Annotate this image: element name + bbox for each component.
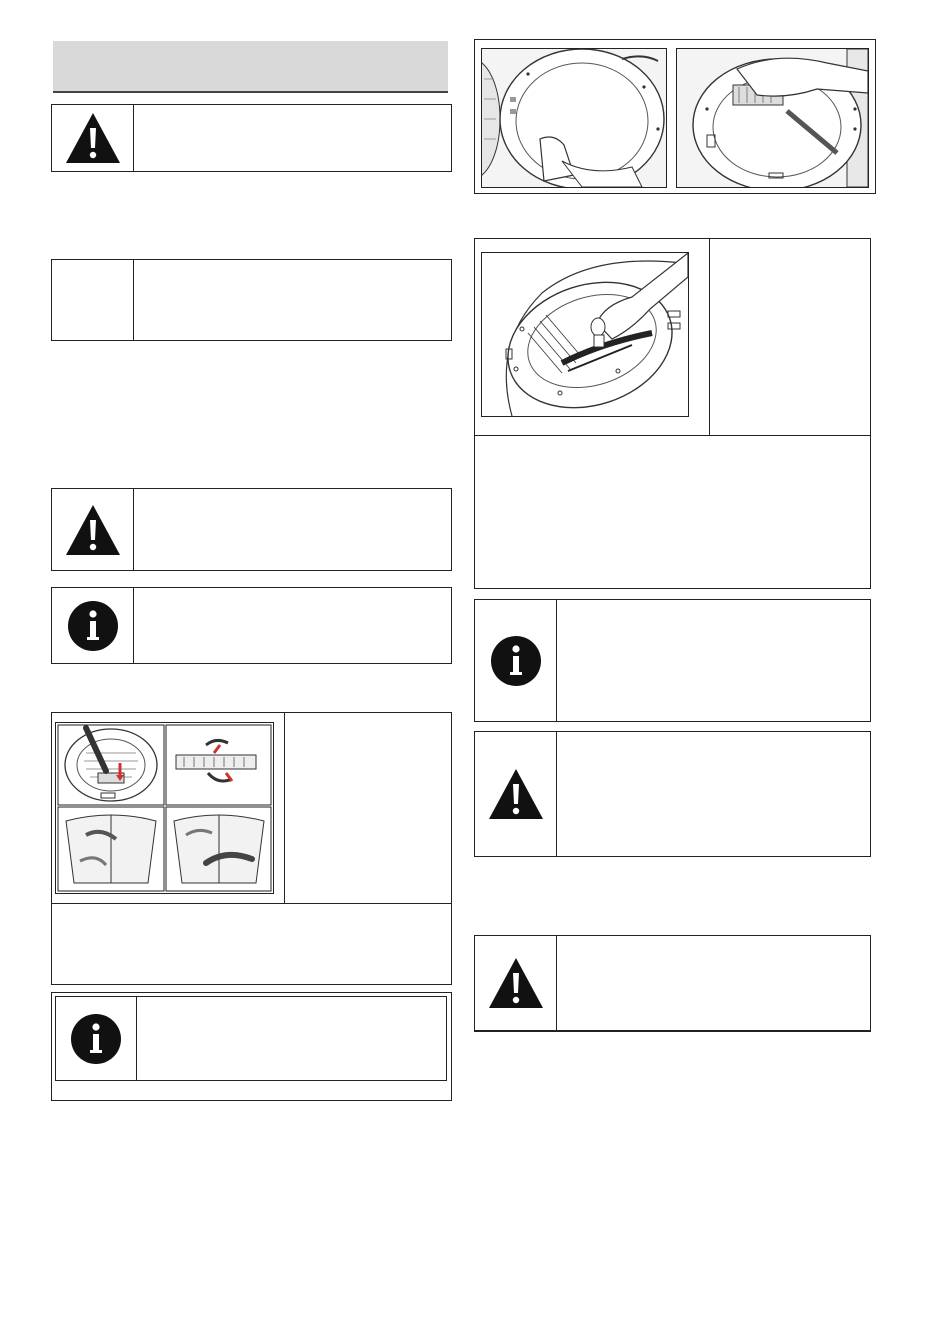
warning-triangle-icon xyxy=(63,110,123,166)
panel-divider-vertical xyxy=(284,713,285,903)
warning-icon-cell xyxy=(52,105,134,171)
door-wipe-illustration xyxy=(481,48,667,188)
info-note-2 xyxy=(55,996,447,1081)
info-icon-cell xyxy=(475,600,557,721)
note-icon-cell xyxy=(52,260,134,340)
info-circle-icon xyxy=(69,1012,123,1066)
info-note-3 xyxy=(474,599,871,722)
warning-triangle-icon xyxy=(63,502,123,558)
warning-note-4 xyxy=(474,935,871,1032)
warning-note-2 xyxy=(51,488,452,571)
warning-triangle-icon xyxy=(486,766,546,822)
warning-triangle-icon xyxy=(486,955,546,1011)
filter-cleaning-panel xyxy=(51,712,452,985)
section-header-bar xyxy=(53,41,448,93)
info-icon-cell xyxy=(56,997,137,1080)
sensor-cleaning-panel xyxy=(474,238,871,589)
panel-divider-vertical xyxy=(709,239,710,435)
warning-icon-cell xyxy=(475,936,557,1030)
warning-note-3 xyxy=(474,731,871,857)
warning-icon-cell xyxy=(52,489,134,570)
panel-divider-horizontal xyxy=(475,435,870,436)
info-icon-cell xyxy=(52,588,134,663)
panel-divider-horizontal xyxy=(52,903,451,904)
door-cleaning-figure xyxy=(474,39,876,194)
warning-icon-cell xyxy=(475,732,557,856)
info-note-1 xyxy=(51,587,452,664)
sensor-cleaning-illustration xyxy=(481,252,689,417)
filter-cleaning-illustration xyxy=(55,722,274,894)
info-note-2-frame xyxy=(51,992,452,1101)
info-circle-icon xyxy=(66,599,120,653)
info-circle-icon xyxy=(489,634,543,688)
filter-housing-wipe-illustration xyxy=(676,48,869,188)
warning-note-1 xyxy=(51,104,452,172)
note-box-blank xyxy=(51,259,452,341)
